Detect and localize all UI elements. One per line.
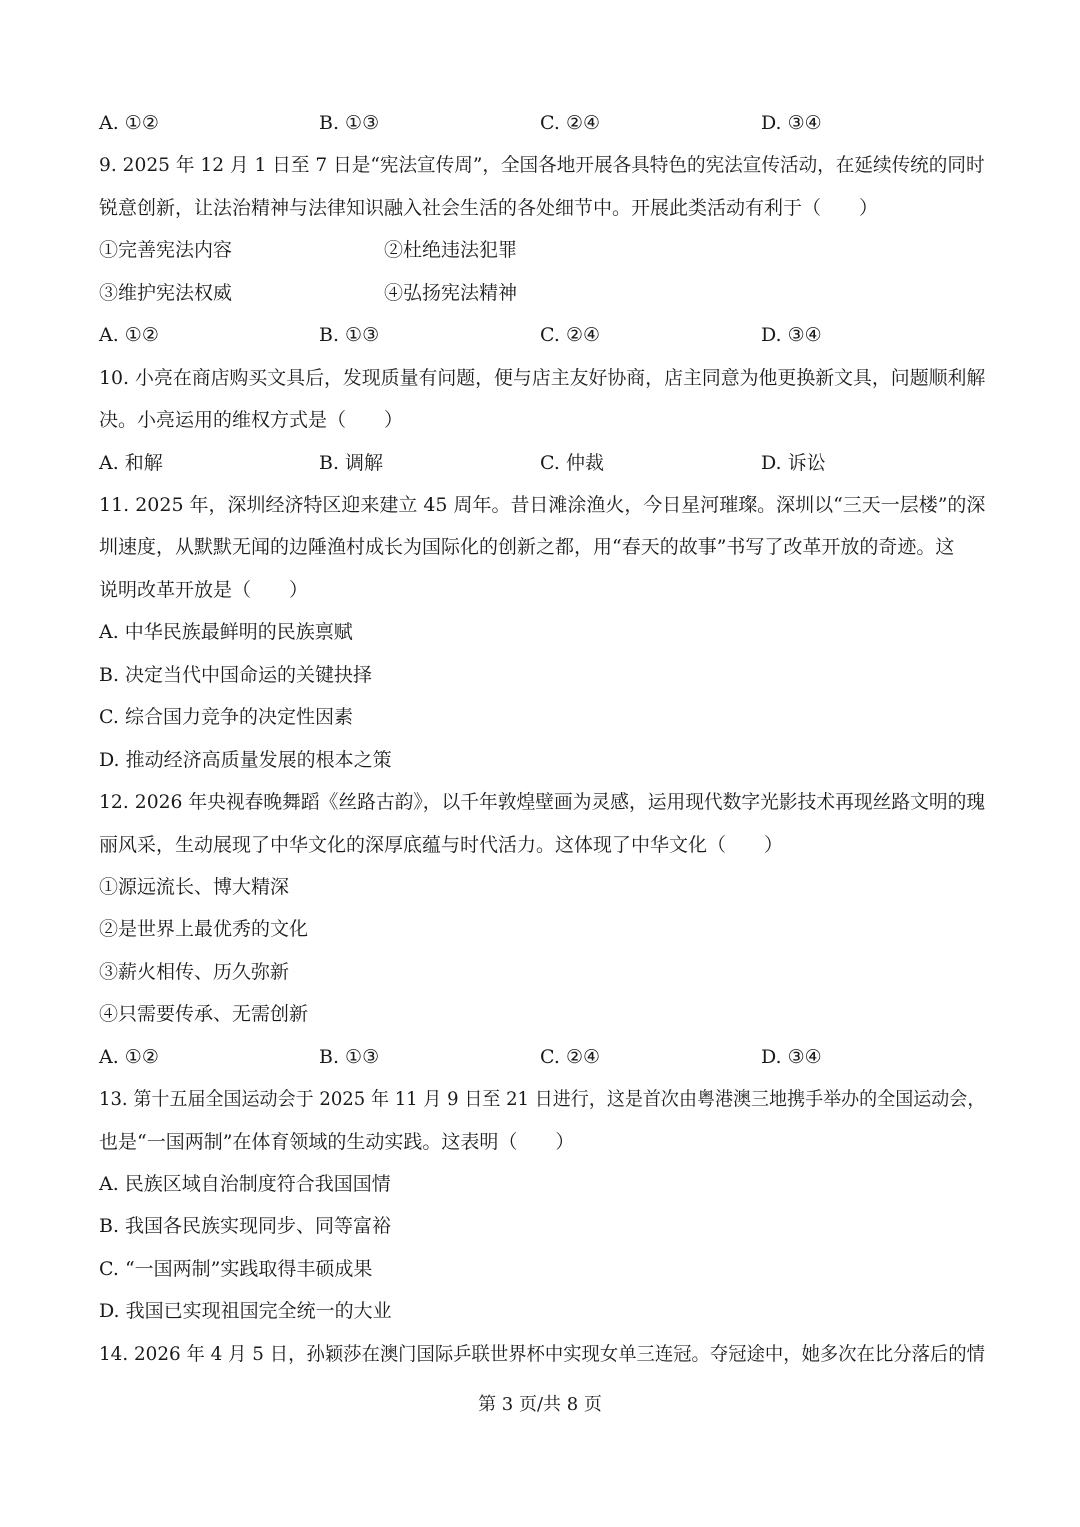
q9-item-2: ②杜绝违法犯罪	[384, 239, 518, 261]
q9-option-d: D. ③④	[761, 324, 822, 346]
q11-stem-line-2: 圳速度，从默默无闻的边陲渔村成长为国际化的创新之都，用“春天的故事”书写了改革开放的奇迹。这	[99, 536, 955, 558]
q12-stem-line-1: 12. 2026 年央视春晚舞蹈《丝路古韵》，以千年敦煌壁画为灵感，运用现代数字光影技术再现丝路文明的瑰	[99, 791, 986, 813]
q9-item-1: ①完善宪法内容	[99, 239, 233, 261]
q11-option-a: A. 中华民族最鲜明的民族禀赋	[99, 621, 353, 643]
q9-stem-line-2: 锐意创新，让法治精神与法律知识融入社会生活的各处细节中。开展此类活动有利于（ ）	[99, 197, 879, 219]
q9-items-row-1	[0, 238, 1080, 262]
q11-stem-line-1: 11. 2025 年，深圳经济特区迎来建立 45 周年。昔日滩涂渔火，今日星河璀璨。深圳以“三天一层楼”的深	[99, 494, 986, 516]
q14-stem-line-1: 14. 2026 年 4 月 5 日，孙颖莎在澳门国际乒联世界杯中实现女单三连冠。夺冠途中，她多次在比分落后的情	[99, 1343, 985, 1365]
q10-option-c: C. 仲裁	[540, 452, 604, 474]
q8-option-b: B. ①③	[319, 112, 380, 134]
q8-options	[0, 111, 1080, 135]
q12-options	[0, 1045, 1080, 1069]
q8-option-c: C. ②④	[540, 112, 601, 134]
q13-option-b: B. 我国各民族实现同步、同等富裕	[99, 1215, 392, 1237]
q10-options	[0, 451, 1080, 475]
q12-option-a: A. ①②	[99, 1046, 159, 1068]
q9-options	[0, 323, 1080, 347]
q11-option-d: D. 推动经济高质量发展的根本之策	[99, 749, 392, 771]
q8-option-a: A. ①②	[99, 112, 159, 134]
q10-stem-line-2: 决。小亮运用的维权方式是（ ）	[99, 409, 404, 431]
q12-option-c: C. ②④	[540, 1046, 601, 1068]
q9-item-3: ③维护宪法权威	[99, 282, 233, 304]
q10-option-b: B. 调解	[319, 452, 384, 474]
q12-item-3: ③薪火相传、历久弥新	[99, 961, 290, 983]
q11-option-c: C. 综合国力竞争的决定性因素	[99, 706, 353, 728]
q9-item-4: ④弘扬宪法精神	[384, 282, 518, 304]
q10-option-d: D. 诉讼	[761, 452, 826, 474]
q10-stem-line-1: 10. 小亮在商店购买文具后，发现质量有问题，便与店主友好协商，店主同意为他更换新文具，问题顺利解	[99, 367, 986, 389]
page-number: 第 3 页/共 8 页	[478, 1394, 602, 1415]
q13-option-a: A. 民族区域自治制度符合我国国情	[99, 1173, 391, 1195]
q9-stem-line-1: 9. 2025 年 12 月 1 日至 7 日是“宪法宣传周”，全国各地开展各具特色的宪法宣传活动，在延续传统的同时	[99, 154, 985, 176]
q9-option-b: B. ①③	[319, 324, 380, 346]
q8-option-d: D. ③④	[761, 112, 822, 134]
q13-stem-line-1: 13. 第十五届全国运动会于 2025 年 11 月 9 日至 21 日进行，这是首次由粤港澳三地携手举办的全国运动会，	[99, 1088, 986, 1110]
q12-option-d: D. ③④	[761, 1046, 822, 1068]
q13-stem-line-2: 也是“一国两制”在体育领域的生动实践。这表明（ ）	[99, 1131, 575, 1153]
q11-stem-line-3: 说明改革开放是（ ）	[99, 579, 309, 601]
q13-option-d: D. 我国已实现祖国完全统一的大业	[99, 1300, 392, 1322]
q9-option-c: C. ②④	[540, 324, 601, 346]
q12-option-b: B. ①③	[319, 1046, 380, 1068]
q12-item-4: ④只需要传承、无需创新	[99, 1003, 309, 1025]
q11-option-b: B. 决定当代中国命运的关键抉择	[99, 664, 373, 686]
q9-items-row-2	[0, 281, 1080, 305]
q9-option-a: A. ①②	[99, 324, 159, 346]
q12-item-2: ②是世界上最优秀的文化	[99, 918, 309, 940]
q12-item-1: ①源远流长、博大精深	[99, 876, 290, 898]
q10-option-a: A. 和解	[99, 452, 163, 474]
q12-stem-line-2: 丽风采，生动展现了中华文化的深厚底蕴与时代活力。这体现了中华文化（ ）	[99, 834, 784, 856]
q13-option-c: C. “一国两制”实践取得丰硕成果	[99, 1258, 373, 1280]
